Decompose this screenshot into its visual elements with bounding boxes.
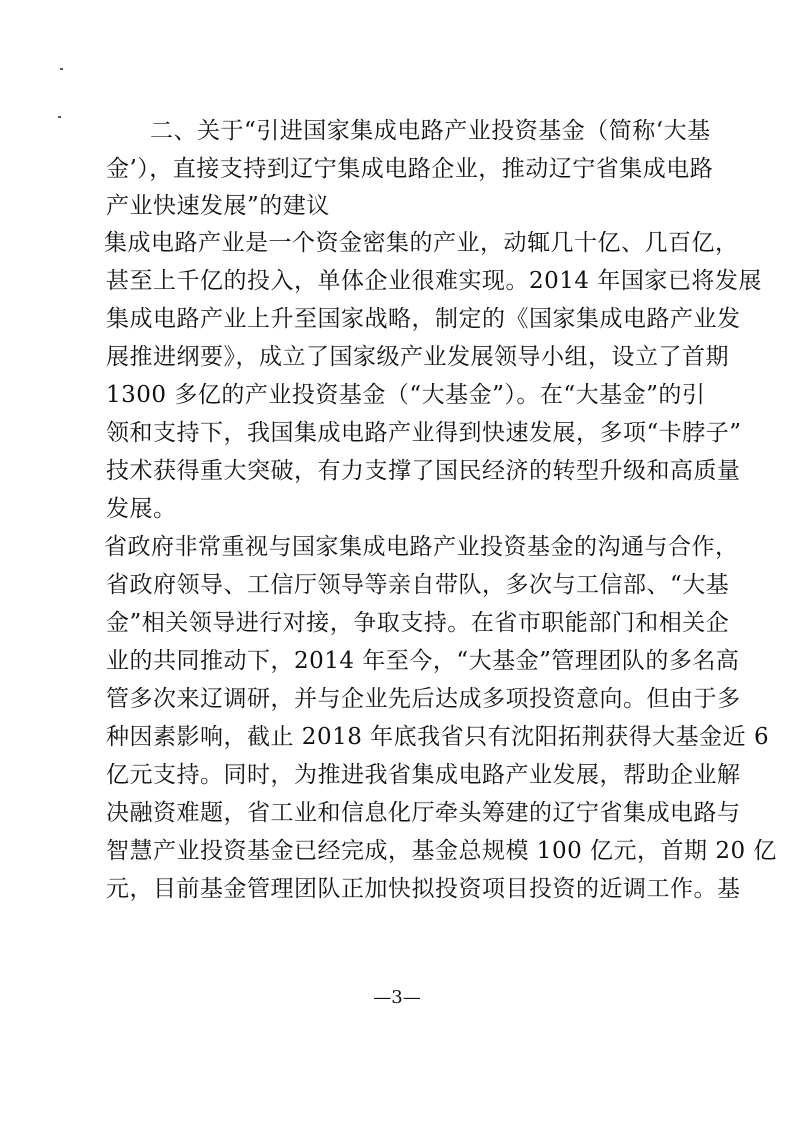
- paragraph-line: 领和支持下，我国集成电路产业得到快速发展，多项“卡脖子”: [106, 420, 742, 446]
- heading-line: 金’），直接支持到辽宁集成电路企业，推动辽宁省集成电路: [106, 156, 714, 182]
- page-number: —3—: [373, 987, 421, 1008]
- paragraph-line: 智慧产业投资基金已经完成，基金总规模 100 亿元，首期 20 亿: [106, 838, 777, 864]
- paragraph-line: 省政府领导、工信厅领导等亲自带队，多次与工信部、“大基: [106, 572, 730, 598]
- paragraph-line: 元，目前基金管理团队正加快拟投资项目投资的近调工作。基: [106, 876, 741, 902]
- paragraph-line: 亿元支持。同时，为推进我省集成电路产业发展，帮助企业解: [106, 762, 741, 788]
- paragraph-line: 种因素影响，截止 2018 年底我省只有沈阳拓荆获得大基金近 6: [106, 724, 770, 750]
- paragraph-line: 业的共同推动下，2014 年至今，“大基金”管理团队的多名高: [106, 648, 740, 674]
- paragraph-line: 省政府非常重视与国家集成电路产业投资基金的沟通与合作，: [104, 534, 739, 560]
- paragraph-line: 集成电路产业是一个资金密集的产业，动辄几十亿、几百亿，: [104, 230, 739, 256]
- paragraph-line: 甚至上千亿的投入，单体企业很难实现。2014 年国家已将发展: [106, 268, 762, 294]
- paragraph-line: 管多次来辽调研，并与企业先后达成多项投资意向。但由于多: [106, 686, 741, 712]
- paragraph-line: 集成电路产业上升至国家战略，制定的《国家集成电路产业发: [106, 306, 741, 332]
- paragraph-line: 发展。: [106, 496, 177, 522]
- paragraph-line: 展推进纲要》，成立了国家级产业发展领导小组，设立了首期: [106, 344, 729, 370]
- heading-line: 二、关于“引进国家集成电路产业投资基金（简称‘大基: [150, 118, 711, 144]
- paragraph-line: 决融资难题，省工业和信息化厅牵头筹建的辽宁省集成电路与: [106, 800, 741, 826]
- paragraph-line: 1300 多亿的产业投资基金（“大基金”）。在“大基金”的引: [106, 382, 706, 408]
- paragraph-line: 金”相关领导进行对接，争取支持。在省市职能部门和相关企: [106, 610, 730, 636]
- heading-line: 产业快速发展”的建议: [106, 193, 330, 219]
- scan-mark: [58, 116, 61, 118]
- paragraph-line: 技术获得重大突破，有力支撑了国民经济的转型升级和高质量: [106, 458, 741, 484]
- scan-mark: [60, 68, 63, 70]
